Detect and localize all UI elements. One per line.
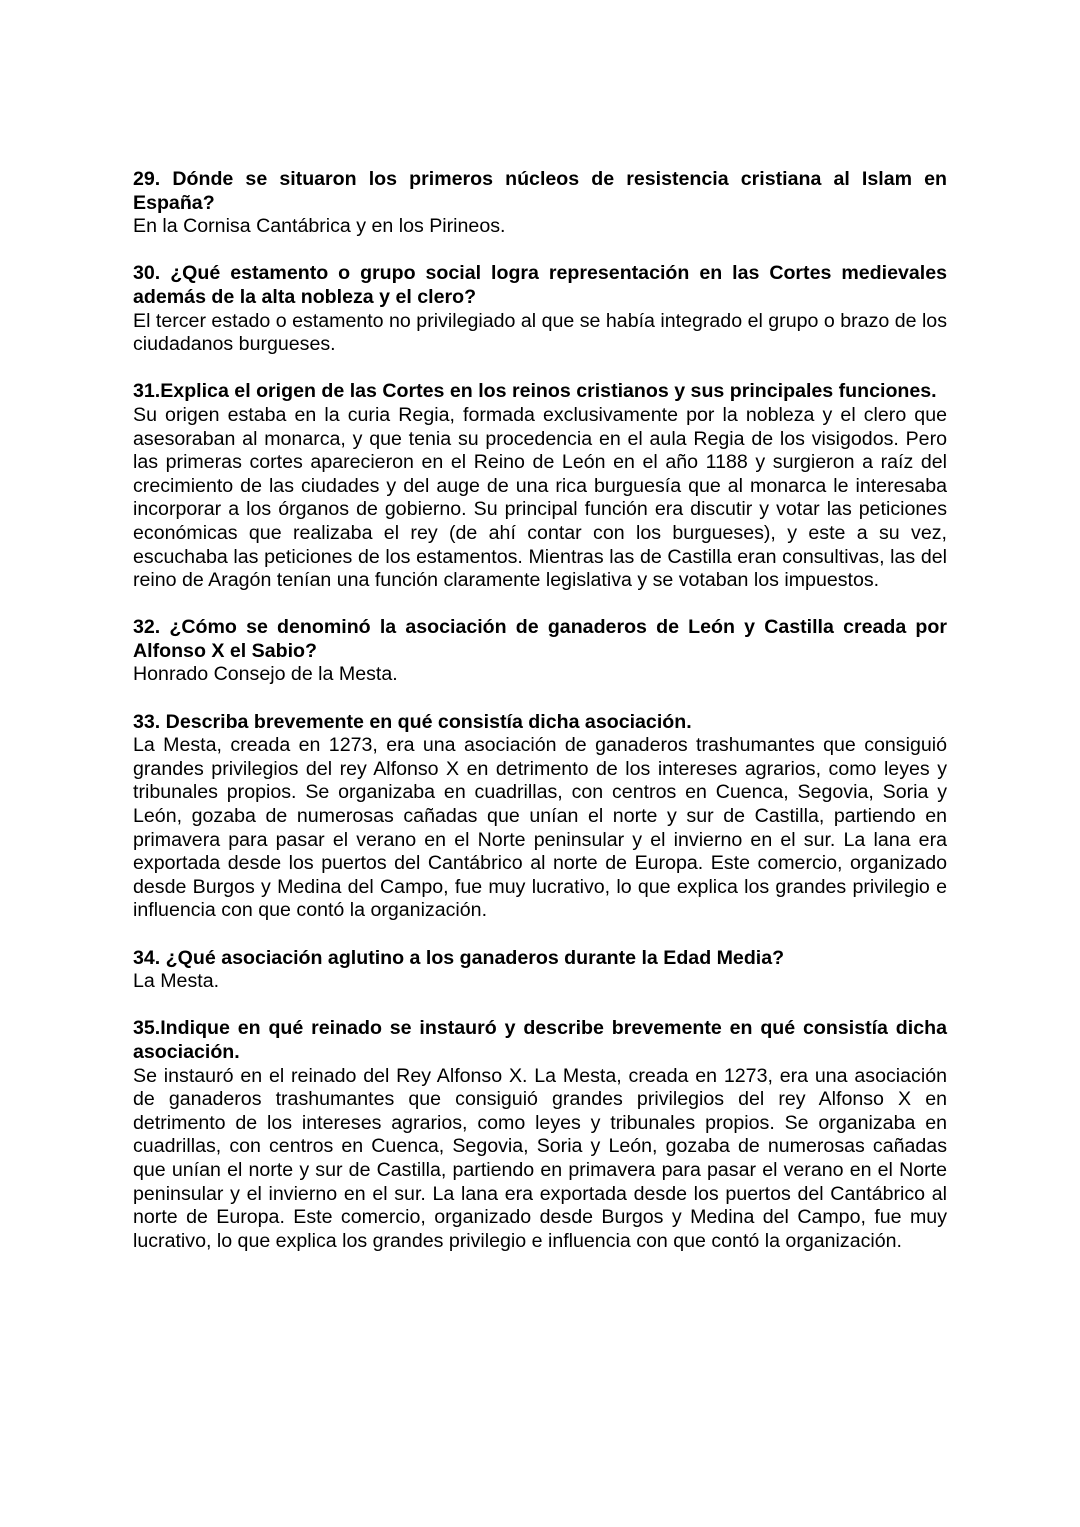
qa-item-31 bbox=[133, 380, 947, 592]
answer-text: La Mesta. bbox=[133, 970, 220, 993]
question-text: 30. ¿Qué estamento o grupo social logra representación en las Cortes medievales además de la alta nobleza y el clero? bbox=[133, 262, 947, 308]
document-page bbox=[133, 168, 947, 1277]
answer-text: Su origen estaba en la curia Regia, formada exclusivamente por la nobleza y el clero que asesoraban al monarca, y que tenia su procedencia en el aula Regia de los visigodos. Pero las primeras cortes aparecieron en el Reino de León en el año 1188 y surgieron a raíz del crecimiento de las ciudades y del auge de una rica burguesía que al monarca le interesaba incorporar a los órganos de gobierno. Su principal función era discutir y votar las peticiones económicas que realizaba el rey (de ahí contar con los burgueses), y este a su vez, escuchaba las peticiones de los estamentos. Mientras las de Castilla eran consultivas, las del reino de Aragón tenían una función claramente legislativa y se votaban los impuestos. bbox=[133, 403, 947, 592]
qa-item-32 bbox=[133, 616, 947, 687]
qa-item-29 bbox=[133, 168, 947, 239]
answer-text: Se instauró en el reinado del Rey Alfonso X. La Mesta, creada en 1273, era una asociación de ganaderos trashumantes que consiguió grandes privilegios del rey Alfonso X en detrimento de los intereses agrarios, como leyes y tribunales propios. Se organizaba en cuadrillas, con centros en Cuenca, Segovia, Soria y León, gozaba de numerosas cañadas que unían el norte y sur de Castilla, partiendo en primavera para pasar el verano en el Norte peninsular y el invierno en el sur. La lana era exportada desde los puertos del Cantábrico al norte de Europa. Este comercio, organizado desde Burgos y Medina del Campo, fue muy lucrativo, lo que explica los grandes privilegio e influencia con que contó la organización. bbox=[133, 1064, 947, 1252]
question-text: 31.Explica el origen de las Cortes en los reinos cristianos y sus principales funciones. bbox=[133, 380, 937, 403]
qa-item-35 bbox=[133, 1017, 947, 1253]
answer-text: En la Cornisa Cantábrica y en los Pirineos. bbox=[133, 215, 506, 238]
qa-item-30 bbox=[133, 262, 947, 356]
question-text: 29. Dónde se situaron los primeros núcleos de resistencia cristiana al Islam en España? bbox=[133, 168, 947, 214]
answer-text: El tercer estado o estamento no privilegiado al que se había integrado el grupo o brazo de los ciudadanos burgueses. bbox=[133, 309, 947, 356]
question-text: 35.Indique en qué reinado se instauró y describe brevemente en qué consistía dicha asociación. bbox=[133, 1017, 947, 1063]
question-text: 33. Describa brevemente en qué consistía dicha asociación. bbox=[133, 710, 692, 733]
qa-item-33 bbox=[133, 711, 947, 923]
answer-text: Honrado Consejo de la Mesta. bbox=[133, 663, 398, 686]
question-text: 32. ¿Cómo se denominó la asociación de ganaderos de León y Castilla creada por Alfonso X el Sabio? bbox=[133, 616, 947, 662]
answer-text: La Mesta, creada en 1273, era una asociación de ganaderos trashumantes que consiguió grandes privilegios del rey Alfonso X en detrimento de los intereses agrarios, como leyes y tribunales propios. Se organizaba en cuadrillas, con centros en Cuenca, Segovia, Soria y León, gozaba de numerosas cañadas que unían el norte y sur de Castilla, partiendo en primavera para pasar el verano en el Norte peninsular y el invierno en el sur. La lana era exportada desde los puertos del Cantábrico al norte de Europa. Este comercio, organizado desde Burgos y Medina del Campo, fue muy lucrativo, lo que explica los grandes privilegio e influencia con que contó la organización. bbox=[133, 734, 947, 922]
question-text: 34. ¿Qué asociación aglutino a los ganaderos durante la Edad Media? bbox=[133, 946, 785, 969]
qa-item-34 bbox=[133, 947, 947, 994]
